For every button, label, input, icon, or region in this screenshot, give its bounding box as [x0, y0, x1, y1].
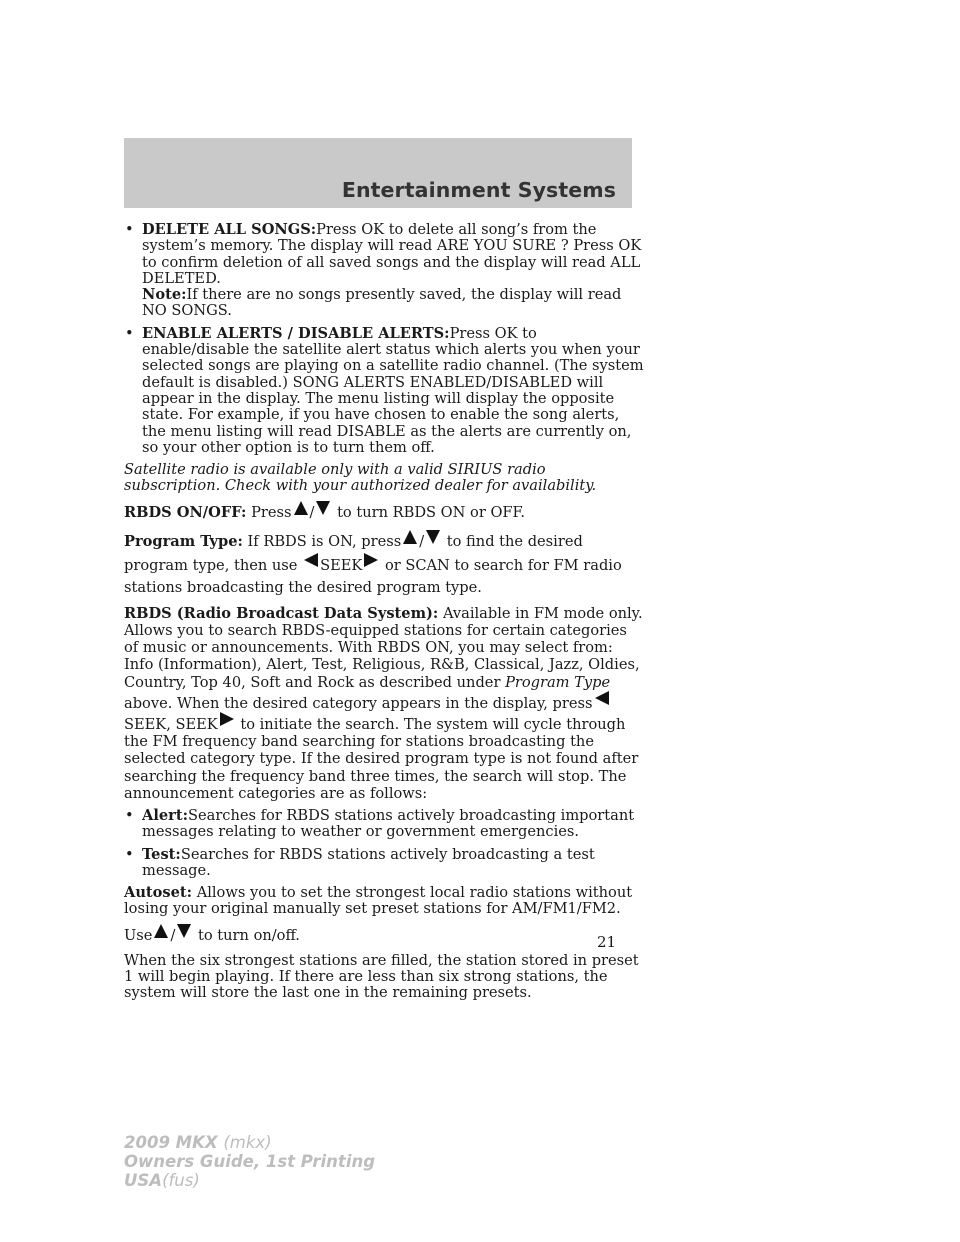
rbds-onoff	[124, 501, 644, 524]
program-type	[124, 530, 644, 599]
rbds-system	[124, 605, 644, 802]
bullet-dot: •	[125, 221, 134, 238]
seek-left-icon	[595, 691, 609, 705]
footer-region-code: (fus)	[162, 1171, 200, 1190]
page-content	[124, 222, 644, 1008]
body-text: Allows you to set the strongest local radio stations without losing your original manually set preset stations for AM/FM1/FM2.	[124, 884, 633, 918]
note-term: Note:	[142, 286, 187, 304]
body-text: to turn on/off.	[198, 926, 300, 944]
arrow-down-icon	[426, 530, 440, 544]
term: Autoset:	[124, 884, 193, 902]
page-number: 21	[597, 933, 617, 951]
term: Test:	[142, 845, 181, 863]
seek-right-icon	[364, 553, 378, 567]
seek-left-icon	[304, 553, 318, 567]
bullet-dot: •	[125, 324, 134, 342]
arrow-up-icon	[154, 924, 168, 938]
body-text: above. When the desired category appears in the display, press	[124, 694, 593, 712]
arrow-up-icon	[403, 530, 417, 544]
print-footer	[124, 1133, 375, 1190]
arrow-up-icon	[294, 501, 308, 515]
section-header	[124, 138, 632, 208]
body-text: Press	[251, 503, 292, 521]
body-text: If RBDS is ON, press	[247, 532, 402, 550]
arrow-down-icon	[316, 501, 330, 515]
bullet-delete-all-songs	[124, 222, 644, 320]
bullet-enable-alerts	[124, 326, 644, 456]
section-title: Entertainment Systems	[341, 178, 616, 202]
term: RBDS ON/OFF:	[124, 503, 247, 521]
body-text: to initiate the search. The system will cycle through the FM frequency band searching for stations broadcasting the selected category type. If the desired program type is not found after searching the frequency band three times, the search will stop. The announcement categories are as follows:	[124, 715, 639, 802]
term: ENABLE ALERTS / DISABLE ALERTS:	[142, 324, 450, 342]
body-text: Press OK to enable/disable the satellite alert status which alerts you when your selected songs are playing on a satellite radio channel. (The system default is disabled.) SONG ALERTS ENABLED/DISABLED will appear in the display. The menu listing will display the opposite state. For example, if you have chosen to enable the song alerts, the menu listing will read DISABLE as the alerts are currently on, so your other option is to turn them off.	[142, 324, 644, 456]
body-text: Use	[124, 926, 153, 944]
bullet-dot: •	[125, 806, 134, 824]
body-text: Available in FM mode only. Allows you to search RBDS-equipped stations for certain categories of music or announcements. With RBDS ON, you may select from: Info (Information), Alert, Test, Religious, R&B, Classical, Jazz, Oldies, Country, Top 40, Soft and Rock as described under	[124, 604, 643, 691]
seek-right-icon	[220, 712, 234, 726]
separator: /	[170, 926, 176, 944]
body-text: Press OK to delete all song’s from the system’s memory. The display will read ARE YOU SURE ? Press OK to confirm deletion of all saved songs and the display will read ALL DELETED.	[142, 221, 642, 287]
term: Program Type:	[124, 532, 243, 550]
body-text: Searches for RBDS stations actively broadcasting a test message.	[142, 845, 595, 879]
footer-code: (mkx)	[223, 1133, 272, 1152]
autoset	[124, 885, 644, 918]
arrow-down-icon	[177, 924, 191, 938]
seek-pair: SEEK, SEEK	[124, 715, 218, 733]
body-text: to turn RBDS ON or OFF.	[337, 503, 526, 521]
separator: /	[309, 503, 315, 521]
footer-region: USA	[124, 1171, 163, 1190]
separator: /	[419, 532, 425, 550]
autoset-final: When the six strongest stations are filled, the station stored in preset 1 will begin playing. If there are less than six strong stations, the system will store the last one in the remaining presets.	[124, 951, 639, 1002]
term: Alert:	[142, 806, 188, 824]
seek-label: SEEK	[320, 556, 363, 574]
bullet-alert	[124, 808, 644, 841]
term: RBDS (Radio Broadcast Data System):	[124, 604, 439, 622]
autoset-use	[124, 924, 644, 947]
footer-model: 2009 MKX	[124, 1133, 218, 1152]
body-text: or SCAN to search for FM radio stations broadcasting the desired program type.	[124, 556, 622, 596]
sirius-note: Satellite radio is available only with a valid SIRIUS radio subscription. Check with your authorized dealer for availability.	[124, 461, 597, 495]
program-type-ref: Program Type	[505, 673, 611, 691]
footer-edition: Owners Guide, 1st Printing	[124, 1152, 376, 1171]
bullet-dot: •	[125, 845, 134, 863]
body-text: to find the desired program type, then use	[124, 532, 583, 574]
bullet-test	[124, 847, 644, 880]
note-text: If there are no songs presently saved, the display will read NO SONGS.	[142, 286, 622, 320]
body-text: Searches for RBDS stations actively broadcasting important messages relating to weather or government emergencies.	[142, 806, 635, 841]
term: DELETE ALL SONGS:	[142, 221, 317, 238]
